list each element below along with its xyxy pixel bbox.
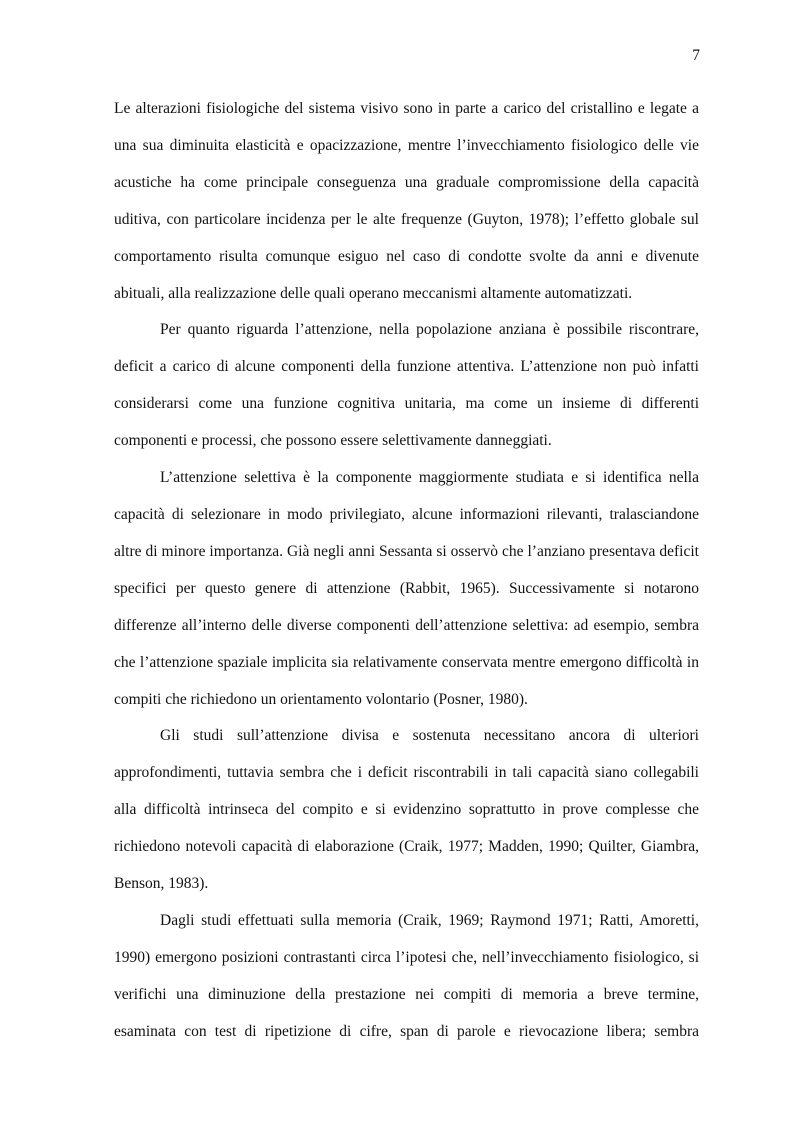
paragraph-divided-attention: Gli studi sull’attenzione divisa e sostenuta necessitano ancora di ulteriori approfondimenti, tuttavia sembra che i deficit riscontrabili in tali capacità siano collegabili alla difficoltà intrinseca del compito e si evidenzino soprattutto in prove complesse che richiedono notevoli capacità di elaborazione (Craik, 1977; Madden, 1990; Quilter, Giambra, Benson, 1983).	[114, 727, 699, 893]
paragraph-selective-attention: L’attenzione selettiva è la componente maggiormente studiata e si identifica nella capacità di selezionare in modo privilegiato, alcune informazioni rilevanti, tralasciandone altre di minore importanza. Già negli anni Sessanta si osservò che l’anziano presentava deficit specifici per questo genere di attenzione (Rabbit, 1965). Successivamente si notarono differenze all’interno delle diverse componenti dell’attenzione selettiva: ad esempio, sembra che l’attenzione spaziale implicita sia relativamente conservata mentre emergono difficoltà in compiti che richiedono un orientamento volontario (Posner, 1980).	[114, 469, 699, 708]
paragraph-attention-intro: Per quanto riguarda l’attenzione, nella popolazione anziana è possibile riscontrare, deficit a carico di alcune componenti della funzione attentiva. L’attenzione non può infatti considerarsi come una funzione cognitiva unitaria, ma come un insieme di differenti componenti e processi, che possono essere selettivamente danneggiati.	[114, 321, 699, 450]
paragraph-memory: Dagli studi effettuati sulla memoria (Craik, 1969; Raymond 1971; Ratti, Amoretti, 1990) emergono posizioni contrastanti circa l’ipotesi che, nell’invecchiamento fisiologico, si verifichi una diminuzione della prestazione nei compiti di memoria a breve termine, esaminata con test di ripetizione di cifre, span di parole e rievocazione libera; sembra	[114, 911, 699, 1040]
body-text	[114, 91, 699, 1051]
paragraph-visual-hearing: Le alterazioni fisiologiche del sistema visivo sono in parte a carico del cristallino e legate a una sua diminuita elasticità e opacizzazione, mentre l’invecchiamento fisiologico delle vie acustiche ha come principale conseguenza una graduale compromissione della capacità uditiva, con particolare incidenza per le alte frequenze (Guyton, 1978); l’effetto globale sul comportamento risulta comunque esiguo nel caso di condotte svolte da anni e divenute abituali, alla realizzazione delle quali operano meccanismi altamente automatizzati.	[114, 100, 699, 302]
page-number: 7	[692, 47, 700, 64]
